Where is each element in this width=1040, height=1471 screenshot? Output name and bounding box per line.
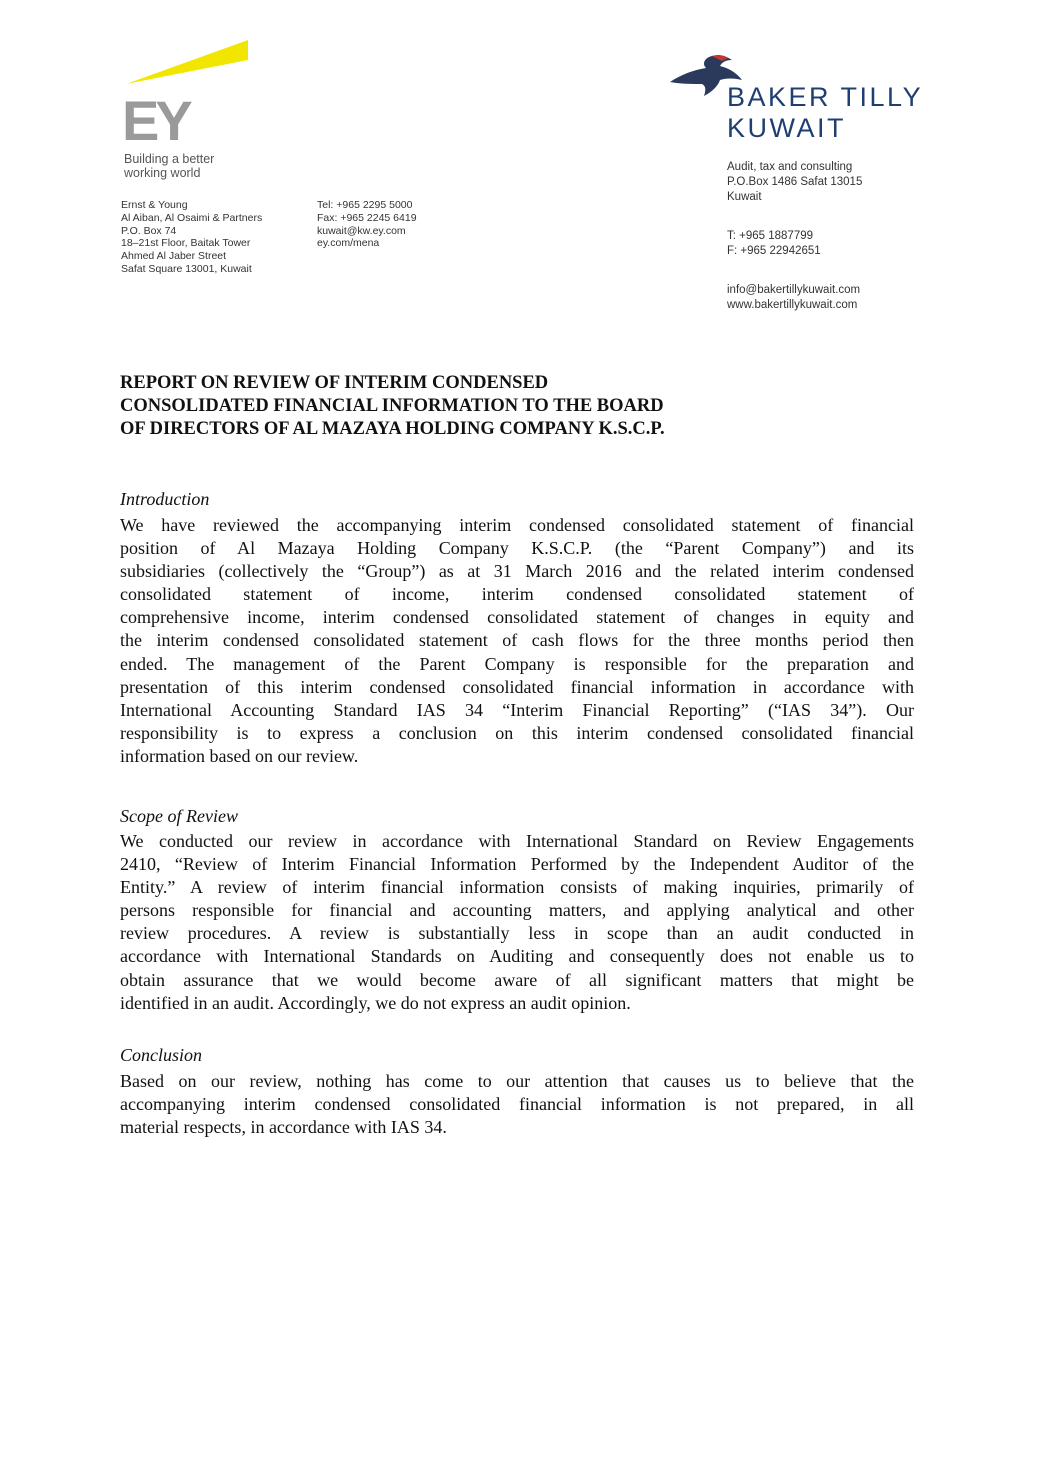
paragraph-line: presentation of this interim condensed consolidated financial information in accordance with [120,676,914,697]
bt-telephone: T: +965 1887799 [727,230,814,242]
paragraph-line: Based on our review, nothing has come to our attention that causes us to believe that the [120,1071,914,1091]
paragraph-line: We conducted our review in accordance with International Standard on Review Engagements [120,831,914,851]
ey-email: kuwait@kw.ey.com [317,224,406,237]
ey-website: ey.com/mena [317,237,380,250]
bt-website: www.bakertillykuwait.com [727,299,858,311]
report-title-line: OF DIRECTORS OF AL MAZAYA HOLDING COMPANY K.S.C.P. [120,419,665,439]
paragraph-line: consolidated statement of income, interim condensed consolidated statement of [120,584,914,605]
ey-address-line: Ernst & Young [121,199,188,211]
ey-address-line: Ahmed Al Jaber Street [121,250,227,263]
paragraph-line: We have reviewed the accompanying interim condensed consolidated statement of financial [120,515,914,535]
paragraph-line: obtain assurance that we would become aware of all significant matters that might be [120,969,914,990]
section-paragraph-conclusion [120,1070,914,1139]
baker-tilly-web [727,283,860,313]
paragraph-line: information based on our review. [120,745,359,766]
section-paragraph-introduction [120,514,914,768]
section-heading-conclusion: Conclusion [120,1045,203,1065]
bt-fax: F: +965 22942651 [727,245,821,257]
section-heading-introduction: Introduction [120,489,210,509]
ey-tagline-line: Building a better [124,152,215,166]
report-title-line: CONSOLIDATED FINANCIAL INFORMATION TO THE BOARD [120,396,664,416]
bt-po-box: P.O.Box 1486 Safat 13015 [727,176,863,188]
paragraph-line: comprehensive income, interim condensed consolidated statement of changes in equity and [120,607,914,628]
ey-logo [122,38,252,148]
paragraph-line: position of Al Mazaya Holding Company K.S.C.P. (the “Parent Company”) and its [120,538,914,559]
ey-logo-text: EY [122,89,189,148]
bt-email: info@bakertillykuwait.com [727,284,861,296]
report-title-line: REPORT ON REVIEW OF INTERIM CONDENSED [120,373,549,393]
bt-country: Kuwait [727,191,762,203]
paragraph-line: ended. The management of the Parent Company is responsible for the preparation and [120,653,914,674]
ey-contact [317,199,417,250]
ey-tagline [124,152,214,180]
ey-tagline-line: working world [124,166,201,180]
paragraph-line: persons responsible for financial and accounting matters, and applying analytical and other [120,900,914,921]
ey-fax: Fax: +965 2245 6419 [317,211,417,224]
paragraph-line: review procedures. A review is substantially less in scope than an audit conducted in [120,923,914,944]
paragraph-line: material respects, in accordance with IAS 34. [120,1117,447,1138]
ey-address [121,199,262,276]
baker-tilly-info [727,160,862,205]
ey-address-line: 18–21st Floor, Baitak Tower [121,237,251,250]
ey-address-line: Safat Square 13001, Kuwait [121,262,252,275]
paragraph-line: accompanying interim condensed consolidated financial information is not prepared, in all [120,1094,914,1115]
baker-tilly-phones [727,229,821,259]
paragraph-line: Entity.” A review of interim financial information consists of making inquiries, primarily of [120,877,914,898]
paragraph-line: International Accounting Standard IAS 34 “Interim Financial Reporting” (“IAS 34”). Our [120,699,914,720]
report-title [120,372,880,441]
section-paragraph-scope-of-review [120,830,914,1015]
bt-services: Audit, tax and consulting [727,161,853,173]
paragraph-line: the interim condensed consolidated statement of cash flows for the three months period then [120,630,914,651]
ey-phone: Tel: +965 2295 5000 [317,199,413,211]
ey-address-line: Al Aiban, Al Osaimi & Partners [121,211,263,224]
paragraph-line: accordance with International Standards on Auditing and consequently does not enable us to [120,946,914,967]
section-heading-scope-of-review: Scope of Review [120,806,238,826]
baker-tilly-name: BAKER TILLY [727,82,924,112]
ey-address-line: P.O. Box 74 [121,224,177,237]
paragraph-line: 2410, “Review of Interim Financial Information Performed by the Independent Auditor of the [120,854,914,875]
paragraph-line: identified in an audit. Accordingly, we do not express an audit opinion. [120,992,631,1013]
ey-logo-beam [126,40,248,84]
baker-tilly-country: KUWAIT [727,113,846,143]
paragraph-line: responsibility is to express a conclusion on this interim condensed consolidated financial [120,722,914,743]
paragraph-line: subsidiaries (collectively the “Group”) as at 31 March 2016 and the related interim condensed [120,561,914,582]
